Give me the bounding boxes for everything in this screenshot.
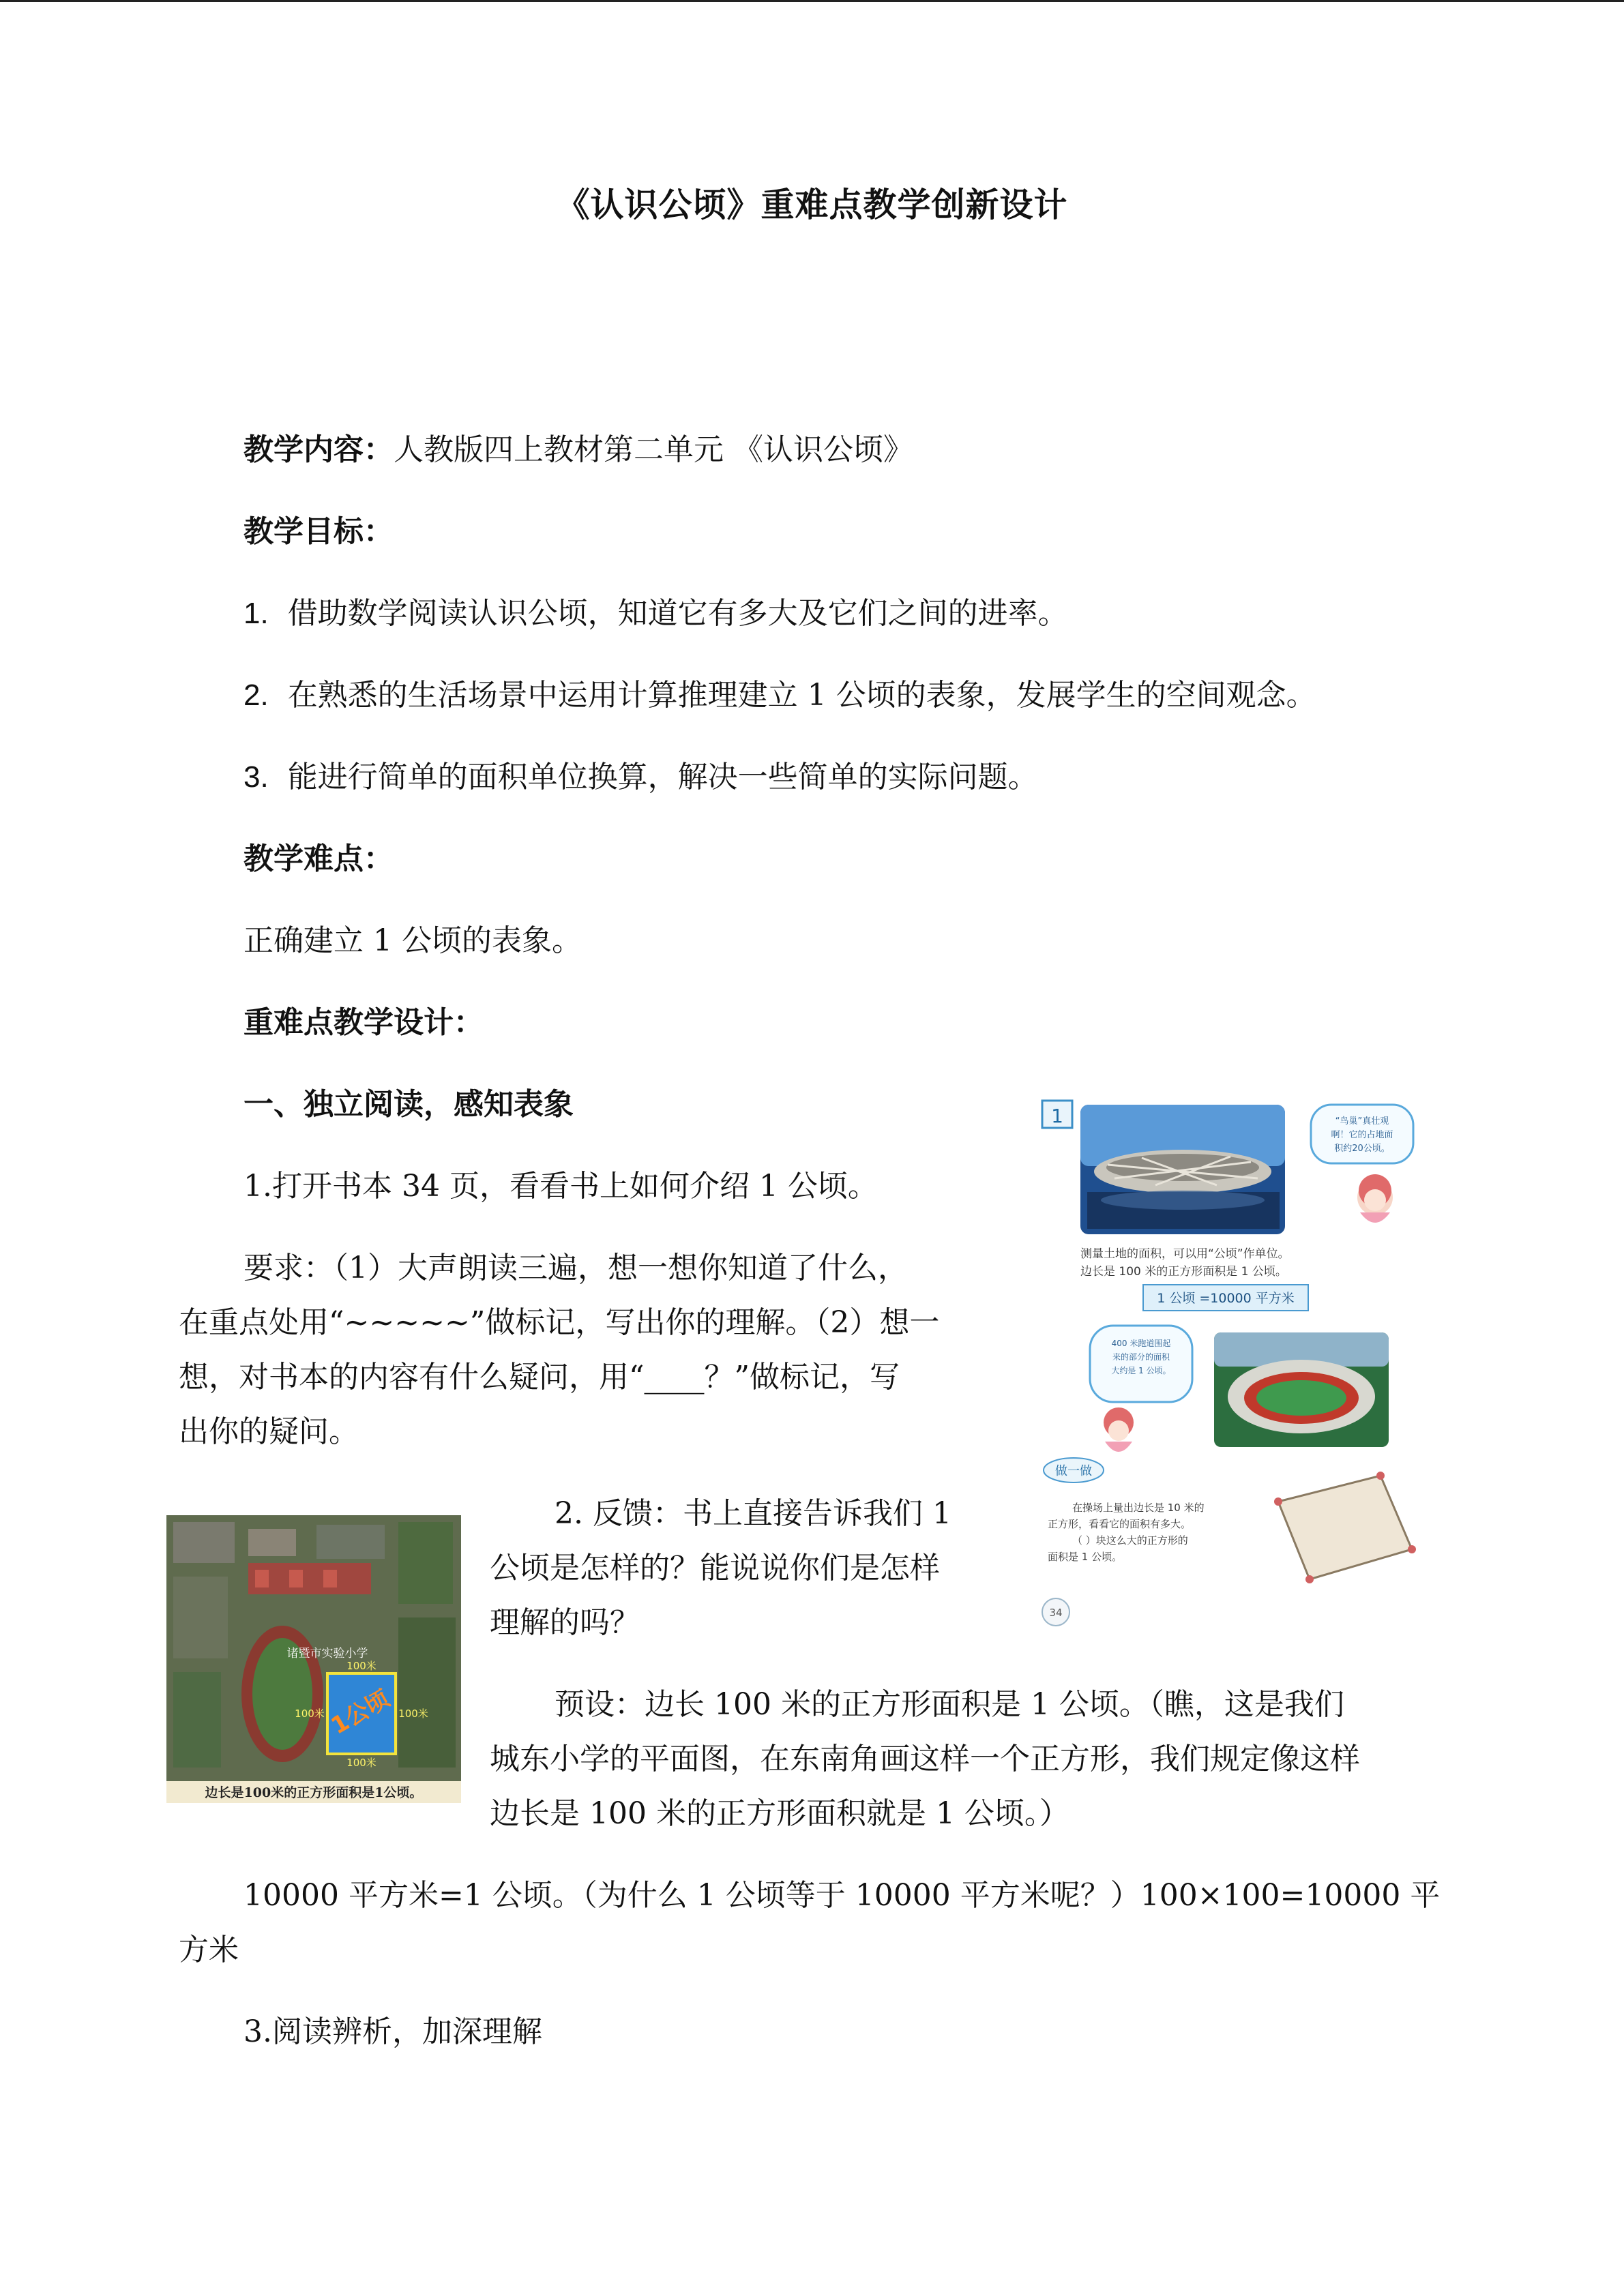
goal-number: 2.: [243, 679, 269, 712]
rope-square-illustration: [1274, 1472, 1416, 1583]
step-2-line-2: 公顷是怎样的？能说说你们是怎样: [490, 1551, 940, 1585]
side-label-top: 100米: [346, 1660, 377, 1672]
content-label: 教学内容：: [243, 432, 394, 467]
step-3-text: 3.阅读辨析，加深理解: [243, 2014, 542, 2049]
requirement-line-3: 想，对书本的内容有什么疑问，用“____？”做标记，写: [179, 1360, 900, 1395]
page-title: 《认识公顷》重难点教学创新设计: [556, 185, 1068, 224]
requirement-line-2: 在重点处用“~~~~~”做标记，写出你的理解。（2）想一: [179, 1305, 940, 1340]
textbook-page-image: [1039, 1097, 1421, 1642]
difficulty-text: 正确建立 1 公顷的表象。: [243, 923, 582, 958]
content-line: [243, 423, 913, 477]
requirement-line-1: 要求：（1）大声朗读三遍，想一想你知道了什么，: [243, 1251, 908, 1285]
goal-text: 借助数学阅读认识公顷，知道它有多大及它们之间的进率。: [287, 596, 1068, 631]
area-label: 1公顷: [326, 1685, 395, 1740]
formula-line-2: 方米: [179, 1933, 239, 1967]
svg-text:积约20公顷。: 积约20公顷。: [1334, 1144, 1390, 1154]
goal-number: 3.: [243, 760, 269, 794]
doit-line-4: 面积是 1 公顷。: [1048, 1551, 1123, 1563]
textbook-page-number: [1042, 1598, 1069, 1626]
design-heading: 重难点教学设计：: [243, 1005, 484, 1040]
cartoon-girl-2-illustration: [1104, 1407, 1134, 1452]
step-2-line-3: 理解的吗？: [490, 1605, 640, 1640]
content-text: 人教版四上教材第二单元 《认识公顷》: [394, 432, 913, 467]
do-it-label: [1044, 1458, 1104, 1482]
doit-line-1: 在操场上量出边长是 10 米的: [1072, 1502, 1205, 1514]
section-1-heading: 一、独立阅读，感知表象: [243, 1087, 574, 1122]
requirement-line-4: 出你的疑问。: [179, 1414, 359, 1449]
preset-line-3: 边长是 100 米的正方形面积就是 1 公顷。）: [490, 1796, 1069, 1831]
side-label-bottom: 100米: [346, 1757, 377, 1769]
textbook-caption-2: 边长是 100 米的正方形面积是 1 公顷。: [1080, 1265, 1287, 1279]
doit-line-2: 正方形，看看它的面积有多大。: [1048, 1518, 1192, 1530]
side-label-right: 100米: [398, 1708, 428, 1720]
step-1-text: 1.打开书本 34 页，看看书上如何介绍 1 公顷。: [243, 1169, 878, 1204]
svg-text:1 公顷 =10000 平方米: 1 公顷 =10000 平方米: [1157, 1291, 1295, 1306]
school-label: 诸暨市实验小学: [286, 1647, 368, 1660]
cartoon-girl-illustration: [1357, 1174, 1393, 1223]
goal-text: 在熟悉的生活场景中运用计算推理建立 1 公顷的表象，发展学生的空间观念。: [287, 678, 1316, 713]
stadium-track-photo: [1214, 1332, 1389, 1447]
goal-text: 能进行简单的面积单位换算，解决一些简单的实际问题。: [287, 760, 1038, 794]
svg-text:啊！它的占地面: 啊！它的占地面: [1331, 1130, 1393, 1140]
campus-map-caption: 边长是100米的正方形面积是1公顷。: [205, 1785, 423, 1800]
svg-text:1: 1: [1051, 1105, 1063, 1127]
formula-line-1: 10000 平方米=1 公顷。（为什么 1 公顷等于 10000 平方米呢？）100×100=10000 平: [243, 1878, 1441, 1913]
svg-text:34: 34: [1049, 1607, 1063, 1619]
birds-nest-stadium-photo: [1080, 1105, 1285, 1234]
goal-item-2: [243, 668, 1316, 723]
textbook-formula-box: [1143, 1285, 1308, 1311]
goal-item-3: [243, 750, 1038, 805]
book-number-icon: [1042, 1101, 1072, 1128]
page-top-border: [0, 0, 1624, 2]
textbook-caption-1: 测量土地的面积，可以用“公顷”作单位。: [1080, 1247, 1290, 1261]
side-label-left: 100米: [295, 1708, 325, 1720]
step-2-line-1: 2. 反馈：书上直接告诉我们 1: [555, 1496, 951, 1531]
speech-bubble-2: [1090, 1326, 1192, 1402]
difficulty-heading: 教学难点：: [243, 841, 394, 876]
svg-text:大约是 1 公顷。: 大约是 1 公顷。: [1111, 1366, 1171, 1375]
preset-line-1: 预设：边长 100 米的正方形面积是 1 公顷。（瞧，这是我们: [555, 1687, 1344, 1722]
speech-bubble-1: [1311, 1105, 1413, 1163]
svg-text:“鸟巢”真壮观: “鸟巢”真壮观: [1335, 1116, 1389, 1127]
svg-text:做一做: 做一做: [1055, 1464, 1092, 1478]
goal-number: 1.: [243, 597, 269, 630]
doit-line-3: （ ）块这么大的正方形的: [1072, 1534, 1188, 1547]
svg-text:来的部分的面积: 来的部分的面积: [1112, 1352, 1170, 1362]
goals-heading: 教学目标：: [243, 514, 394, 549]
svg-text:400 米跑道围起: 400 米跑道围起: [1111, 1339, 1171, 1348]
preset-line-2: 城东小学的平面图，在东南角画这样一个正方形，我们规定像这样: [490, 1742, 1360, 1776]
campus-map-image: [166, 1515, 461, 1803]
goal-item-1: [243, 586, 1068, 641]
